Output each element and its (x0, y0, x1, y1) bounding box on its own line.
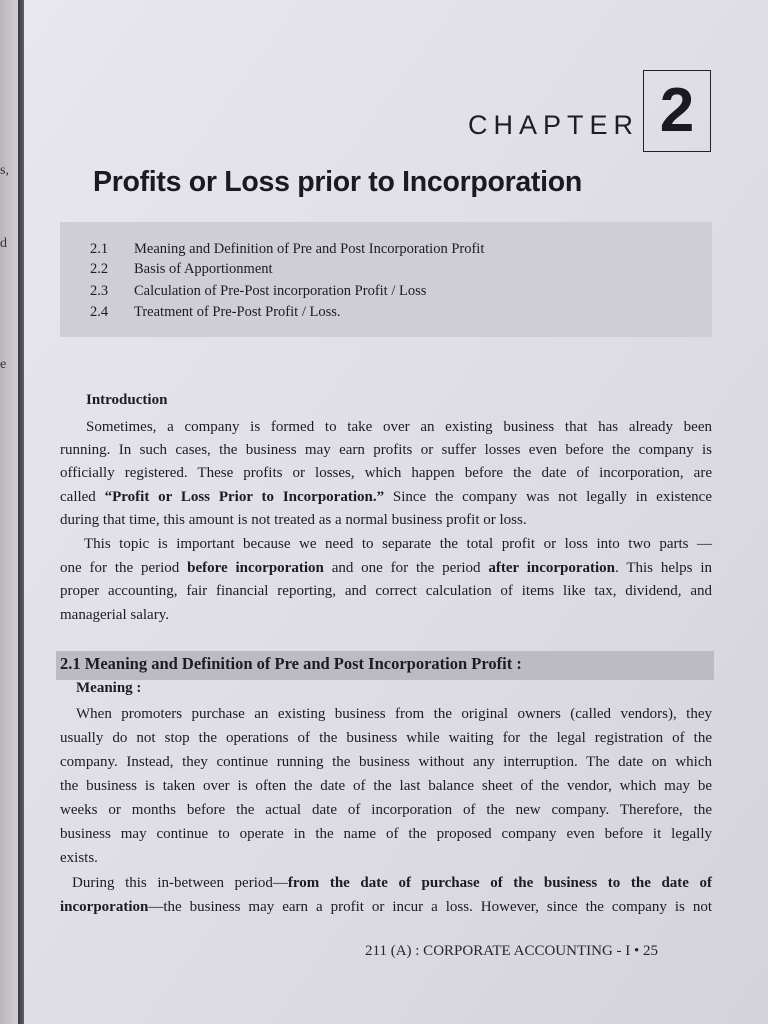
paragraph-line: weeks or months before the actual date of incorporation of the new company. Therefore, the (60, 802, 712, 818)
paragraph-line: Sometimes, a company is formed to take over an existing business that has already been (86, 419, 712, 435)
chapter-number: 2 (659, 76, 695, 145)
subsection-heading: Meaning : (76, 680, 142, 696)
toc-number: 2.1 (90, 241, 109, 257)
chapter-label: CHAPTER (468, 110, 640, 140)
paragraph-line: usually do not stop the operations of the business while waiting for the legal registration of the (60, 730, 712, 746)
paragraph-line: proper accounting, fair financial reporting, and correct calculation of items like tax, dividend, and (60, 583, 712, 599)
paragraph-line: During this in-between period—from the date of purchase of the business to the date of (72, 875, 713, 891)
paragraph-line: exists. (60, 850, 98, 866)
paragraph-line: incorporation—the business may earn a profit or incur a loss. However, since the company is not (60, 899, 712, 915)
paragraph-line: managerial salary. (60, 607, 169, 623)
toc-text: Basis of Apportionment (134, 261, 273, 277)
margin-fragment: s, (0, 163, 9, 178)
paragraph-line: called “Profit or Loss Prior to Incorporation.” Since the company was not legally in existence (60, 489, 712, 505)
toc-number: 2.4 (90, 304, 109, 320)
table-of-contents (60, 222, 712, 337)
section-heading: 2.1 Meaning and Definition of Pre and Post Incorporation Profit : (60, 654, 522, 673)
toc-number: 2.2 (90, 261, 109, 277)
paragraph-line: When promoters purchase an existing business from the original owners (called vendors), they (76, 706, 712, 722)
paragraph-line: company. Instead, they continue running the business without any interruption. The date on which (60, 754, 712, 770)
book-page (24, 0, 768, 1024)
toc-text: Treatment of Pre-Post Profit / Loss. (134, 304, 341, 320)
toc-number: 2.3 (90, 283, 109, 299)
chapter-number-box (643, 70, 711, 152)
chapter-title: Profits or Loss prior to Incorporation (93, 166, 582, 198)
paragraph-line: during that time, this amount is not treated as a normal business profit or loss. (60, 512, 527, 528)
introduction-heading: Introduction (86, 392, 168, 408)
paragraph-line: the business is taken over is often the date of the last balance sheet of the vendor, which may be (60, 778, 712, 794)
paragraph-line: officially registered. These profits or losses, which happen before the date of incorporation, are (60, 465, 712, 481)
margin-fragment: e (0, 357, 7, 372)
paragraph-line: running. In such cases, the business may earn profits or suffer losses even before the company is (60, 442, 712, 458)
toc-text: Calculation of Pre-Post incorporation Profit / Loss (134, 283, 427, 299)
page-footer: 211 (A) : CORPORATE ACCOUNTING - I • 25 (365, 943, 659, 959)
paragraph-line: This topic is important because we need to separate the total profit or loss into two parts — (84, 536, 712, 552)
paragraph-line: business may continue to operate in the name of the proposed company even before it legally (60, 826, 712, 842)
paragraph-line: one for the period before incorporation and one for the period after incorporation. This helps in (60, 560, 713, 576)
toc-text: Meaning and Definition of Pre and Post Incorporation Profit (134, 241, 485, 257)
margin-fragment: d (0, 236, 7, 251)
